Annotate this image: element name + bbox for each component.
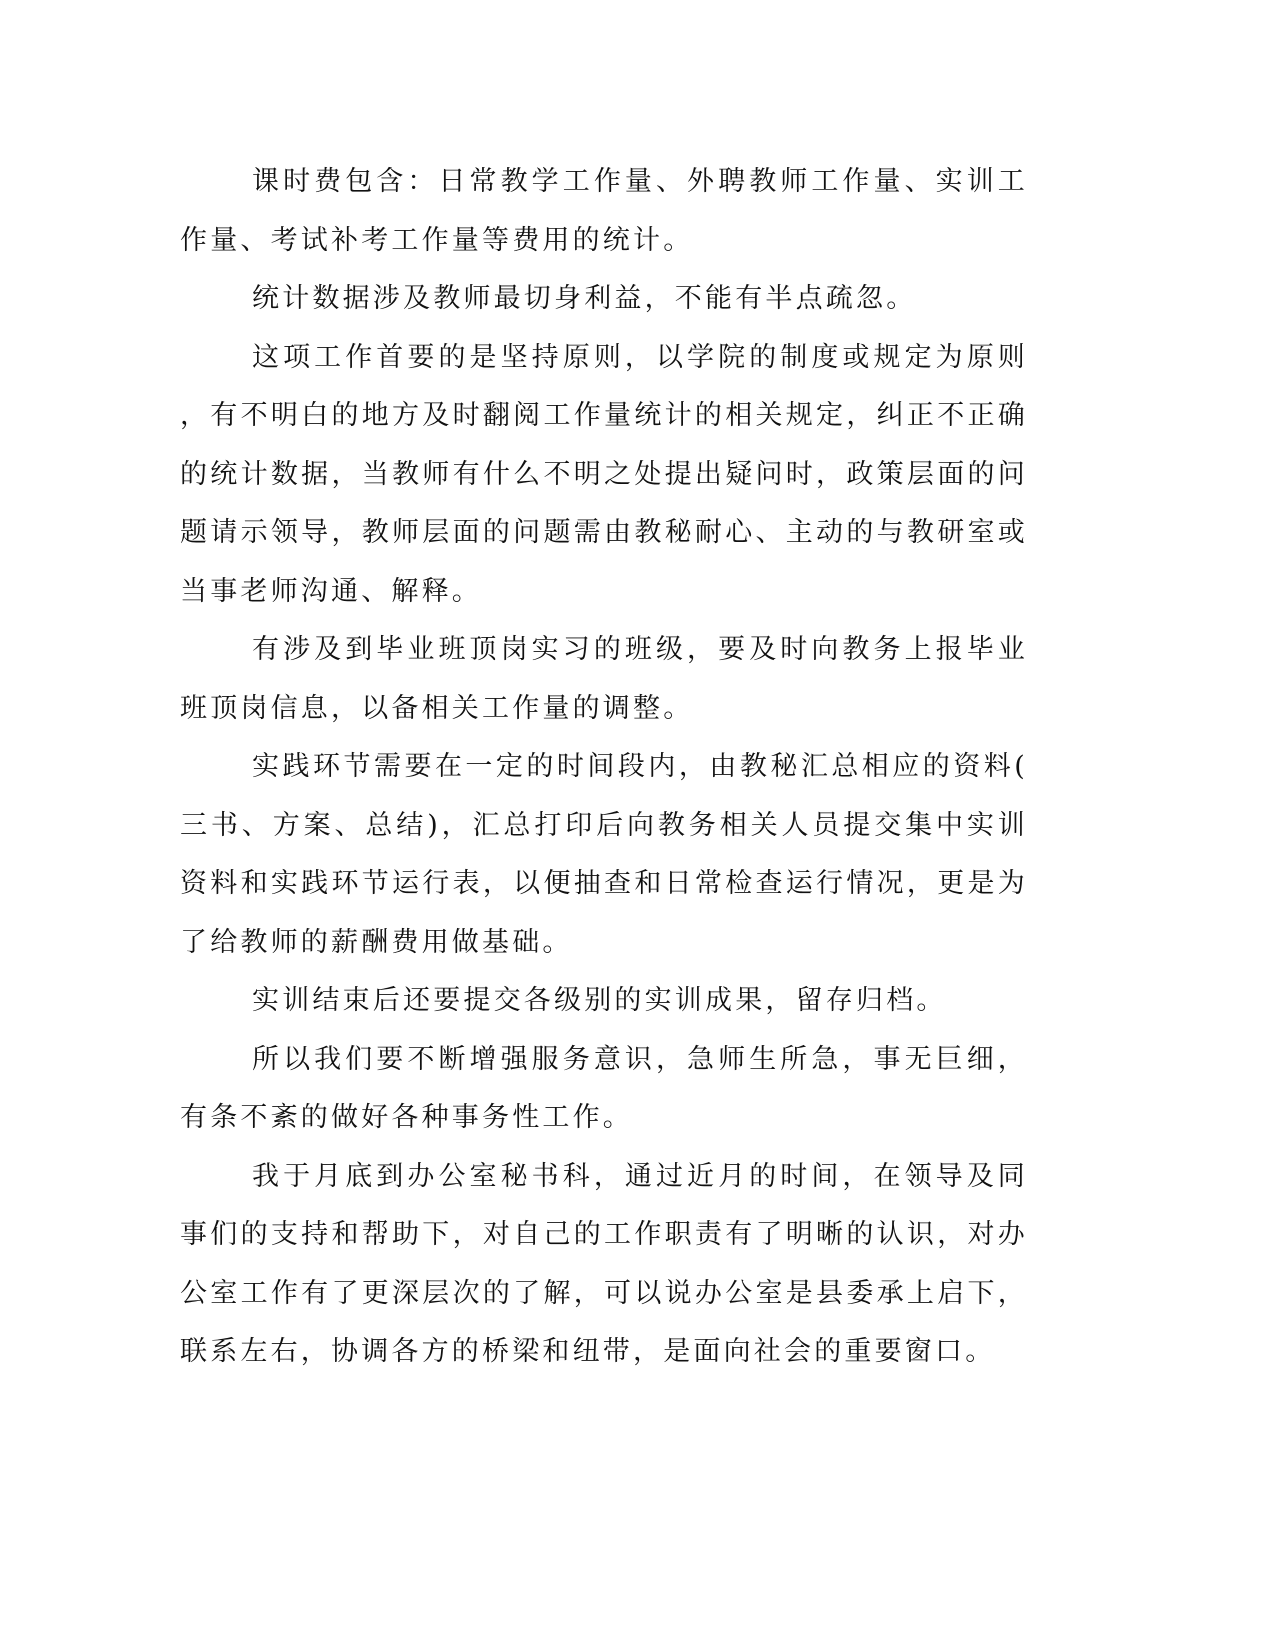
paragraph-6: 实训结束后还要提交各级别的实训成果，留存归档。 xyxy=(252,985,947,1016)
document-body xyxy=(180,153,1028,1382)
paragraph-8: 我于月底到办公室秘书科，通过近月的时间，在领导及同事们的支持和帮助下，对自己的工作职责有了明晰的认识，对办公室工作有了更深层次的了解，可以说办公室是县委承上启下，联系左右，协调各方的桥梁和纽带，是面向社会的重要窗口。 xyxy=(180,1160,1028,1367)
paragraph-1: 课时费包含：日常教学工作量、外聘教师工作量、实训工作量、考试补考工作量等费用的统计。 xyxy=(180,166,1028,256)
paragraph-7: 所以我们要不断增强服务意识，急师生所急，事无巨细，有条不紊的做好各种事务性工作。 xyxy=(180,1043,1028,1133)
paragraph-4: 有涉及到毕业班顶岗实习的班级，要及时向教务上报毕业班顶岗信息，以备相关工作量的调整。 xyxy=(180,634,1028,724)
paragraph-3: 这项工作首要的是坚持原则，以学院的制度或规定为原则，有不明白的地方及时翻阅工作量统计的相关规定，纠正不正确的统计数据，当教师有什么不明之处提出疑问时，政策层面的问题请示领导，教师层面的问题需由教秘耐心、主动的与教研室或当事老师沟通、解释。 xyxy=(180,341,1028,607)
paragraph-5: 实践环节需要在一定的时间段内，由教秘汇总相应的资料(三书、方案、总结)，汇总打印后向教务相关人员提交集中实训资料和实践环节运行表，以便抽查和日常检查运行情况，更是为了给教师的薪酬费用做基础。 xyxy=(180,751,1028,958)
paragraph-2: 统计数据涉及教师最切身利益，不能有半点疏忽。 xyxy=(252,283,917,314)
